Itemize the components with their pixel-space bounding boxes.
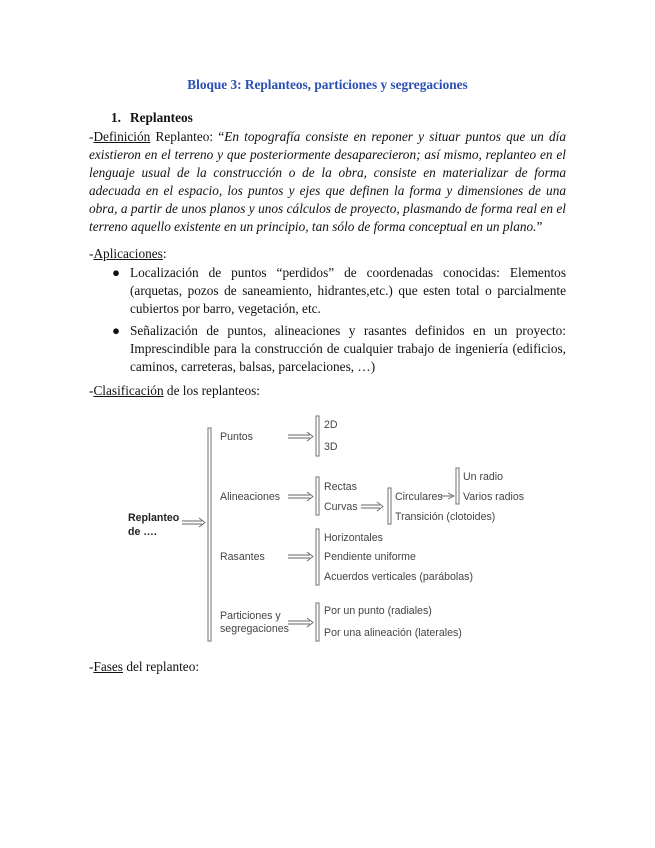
un-radio-label: Un radio bbox=[463, 471, 504, 483]
curvas-arrow-icon bbox=[361, 502, 383, 511]
definition-label: Definición bbox=[93, 129, 151, 144]
applications-heading: -Aplicaciones: bbox=[89, 246, 167, 261]
rasantes-label: Rasantes bbox=[220, 551, 265, 563]
dash: - bbox=[89, 246, 94, 261]
horizontales-label: Horizontales bbox=[324, 532, 383, 544]
pendiente-label: Pendiente uniforme bbox=[324, 551, 416, 563]
classification-label: Clasificación bbox=[93, 383, 164, 398]
puntos-arrow-icon bbox=[288, 432, 313, 441]
section-number: 1. bbox=[111, 110, 121, 125]
list-item-text: Señalización de puntos, alineaciones y rasantes definidos en un proyecto: Imprescindible para la construcción de cualquier trabajo de ingeniería (edificios, caminos, carreteras, balsas, parcelaciones, …) bbox=[130, 323, 566, 374]
page-title: Bloque 3: Replanteos, particiones y segregaciones bbox=[187, 77, 468, 92]
circulares-arrow-icon bbox=[441, 493, 454, 499]
particiones-label-line2: segregaciones bbox=[220, 623, 289, 635]
alineaciones-label: Alineaciones bbox=[220, 491, 281, 503]
phases-label: Fases bbox=[93, 659, 123, 674]
root-arrow-icon bbox=[182, 518, 205, 527]
definition-close: ” bbox=[536, 219, 543, 234]
dash: - bbox=[89, 383, 94, 398]
varios-radios-label: Varios radios bbox=[463, 491, 525, 503]
dash: - bbox=[89, 659, 94, 674]
bullet-icon: ● bbox=[112, 265, 121, 280]
curvas-label: Curvas bbox=[324, 501, 358, 513]
circulares-bracket bbox=[456, 468, 459, 504]
circulares-label: Circulares bbox=[395, 491, 443, 503]
dash: - bbox=[89, 129, 94, 144]
puntos-bracket bbox=[316, 416, 319, 456]
section-heading-text: Replanteos bbox=[130, 110, 193, 125]
particiones-label-line1: Particiones y bbox=[220, 610, 281, 622]
list-item-text: Localización de puntos “perdidos” de coordenadas conocidas: Elementos (arquetas, pozos de saneamiento, hidrantes,etc.) que esten total o parcialmente cubiertos por barro, vegetación, etc. bbox=[130, 265, 566, 316]
particiones-bracket bbox=[316, 603, 319, 641]
root-label-line2: de …. bbox=[128, 526, 157, 538]
rectas-label: Rectas bbox=[324, 481, 357, 493]
main-bracket bbox=[208, 428, 211, 641]
puntos-child-2d: 2D bbox=[324, 419, 338, 431]
particiones-arrow-icon bbox=[288, 618, 313, 627]
definition-term: Replanteo: “ bbox=[150, 129, 225, 144]
puntos-label: Puntos bbox=[220, 431, 253, 443]
laterales-label: Por una alineación (laterales) bbox=[324, 627, 462, 639]
radiales-label: Por un punto (radiales) bbox=[324, 605, 432, 617]
definition-quote: En topografía consiste en reponer y situar puntos que un día existieron en el terreno y que posteriormente desaparecieron; así mismo, replanteo en el lenguaje usual de la construcción o de la obra, consiste en materializar de forma adecuada en el espacio, los puntos y ejes que definen la forma y dimensiones de una obra, a partir de unos planos y unos cálculos de proyecto, plasmando de forma real en el terreno aquello existente en un principio, tan sólo de forma conceptual en un plano. bbox=[89, 129, 566, 234]
acuerdos-label: Acuerdos verticales (parábolas) bbox=[324, 571, 473, 583]
alineaciones-arrow-icon bbox=[288, 492, 313, 501]
alineaciones-bracket bbox=[316, 477, 319, 515]
rasantes-bracket bbox=[316, 529, 319, 585]
root-label-line1: Replanteo bbox=[128, 512, 180, 524]
phases-heading bbox=[89, 658, 566, 676]
transicion-label: Transición (clotoides) bbox=[395, 511, 496, 523]
applications-label: Aplicaciones bbox=[93, 246, 163, 261]
puntos-child-3d: 3D bbox=[324, 441, 338, 453]
curvas-bracket bbox=[388, 488, 391, 524]
classification-rest: de los replanteos: bbox=[163, 383, 260, 398]
phases-rest: del replanteo: bbox=[123, 659, 200, 674]
rasantes-arrow-icon bbox=[288, 552, 313, 561]
bullet-icon: ● bbox=[112, 323, 121, 338]
